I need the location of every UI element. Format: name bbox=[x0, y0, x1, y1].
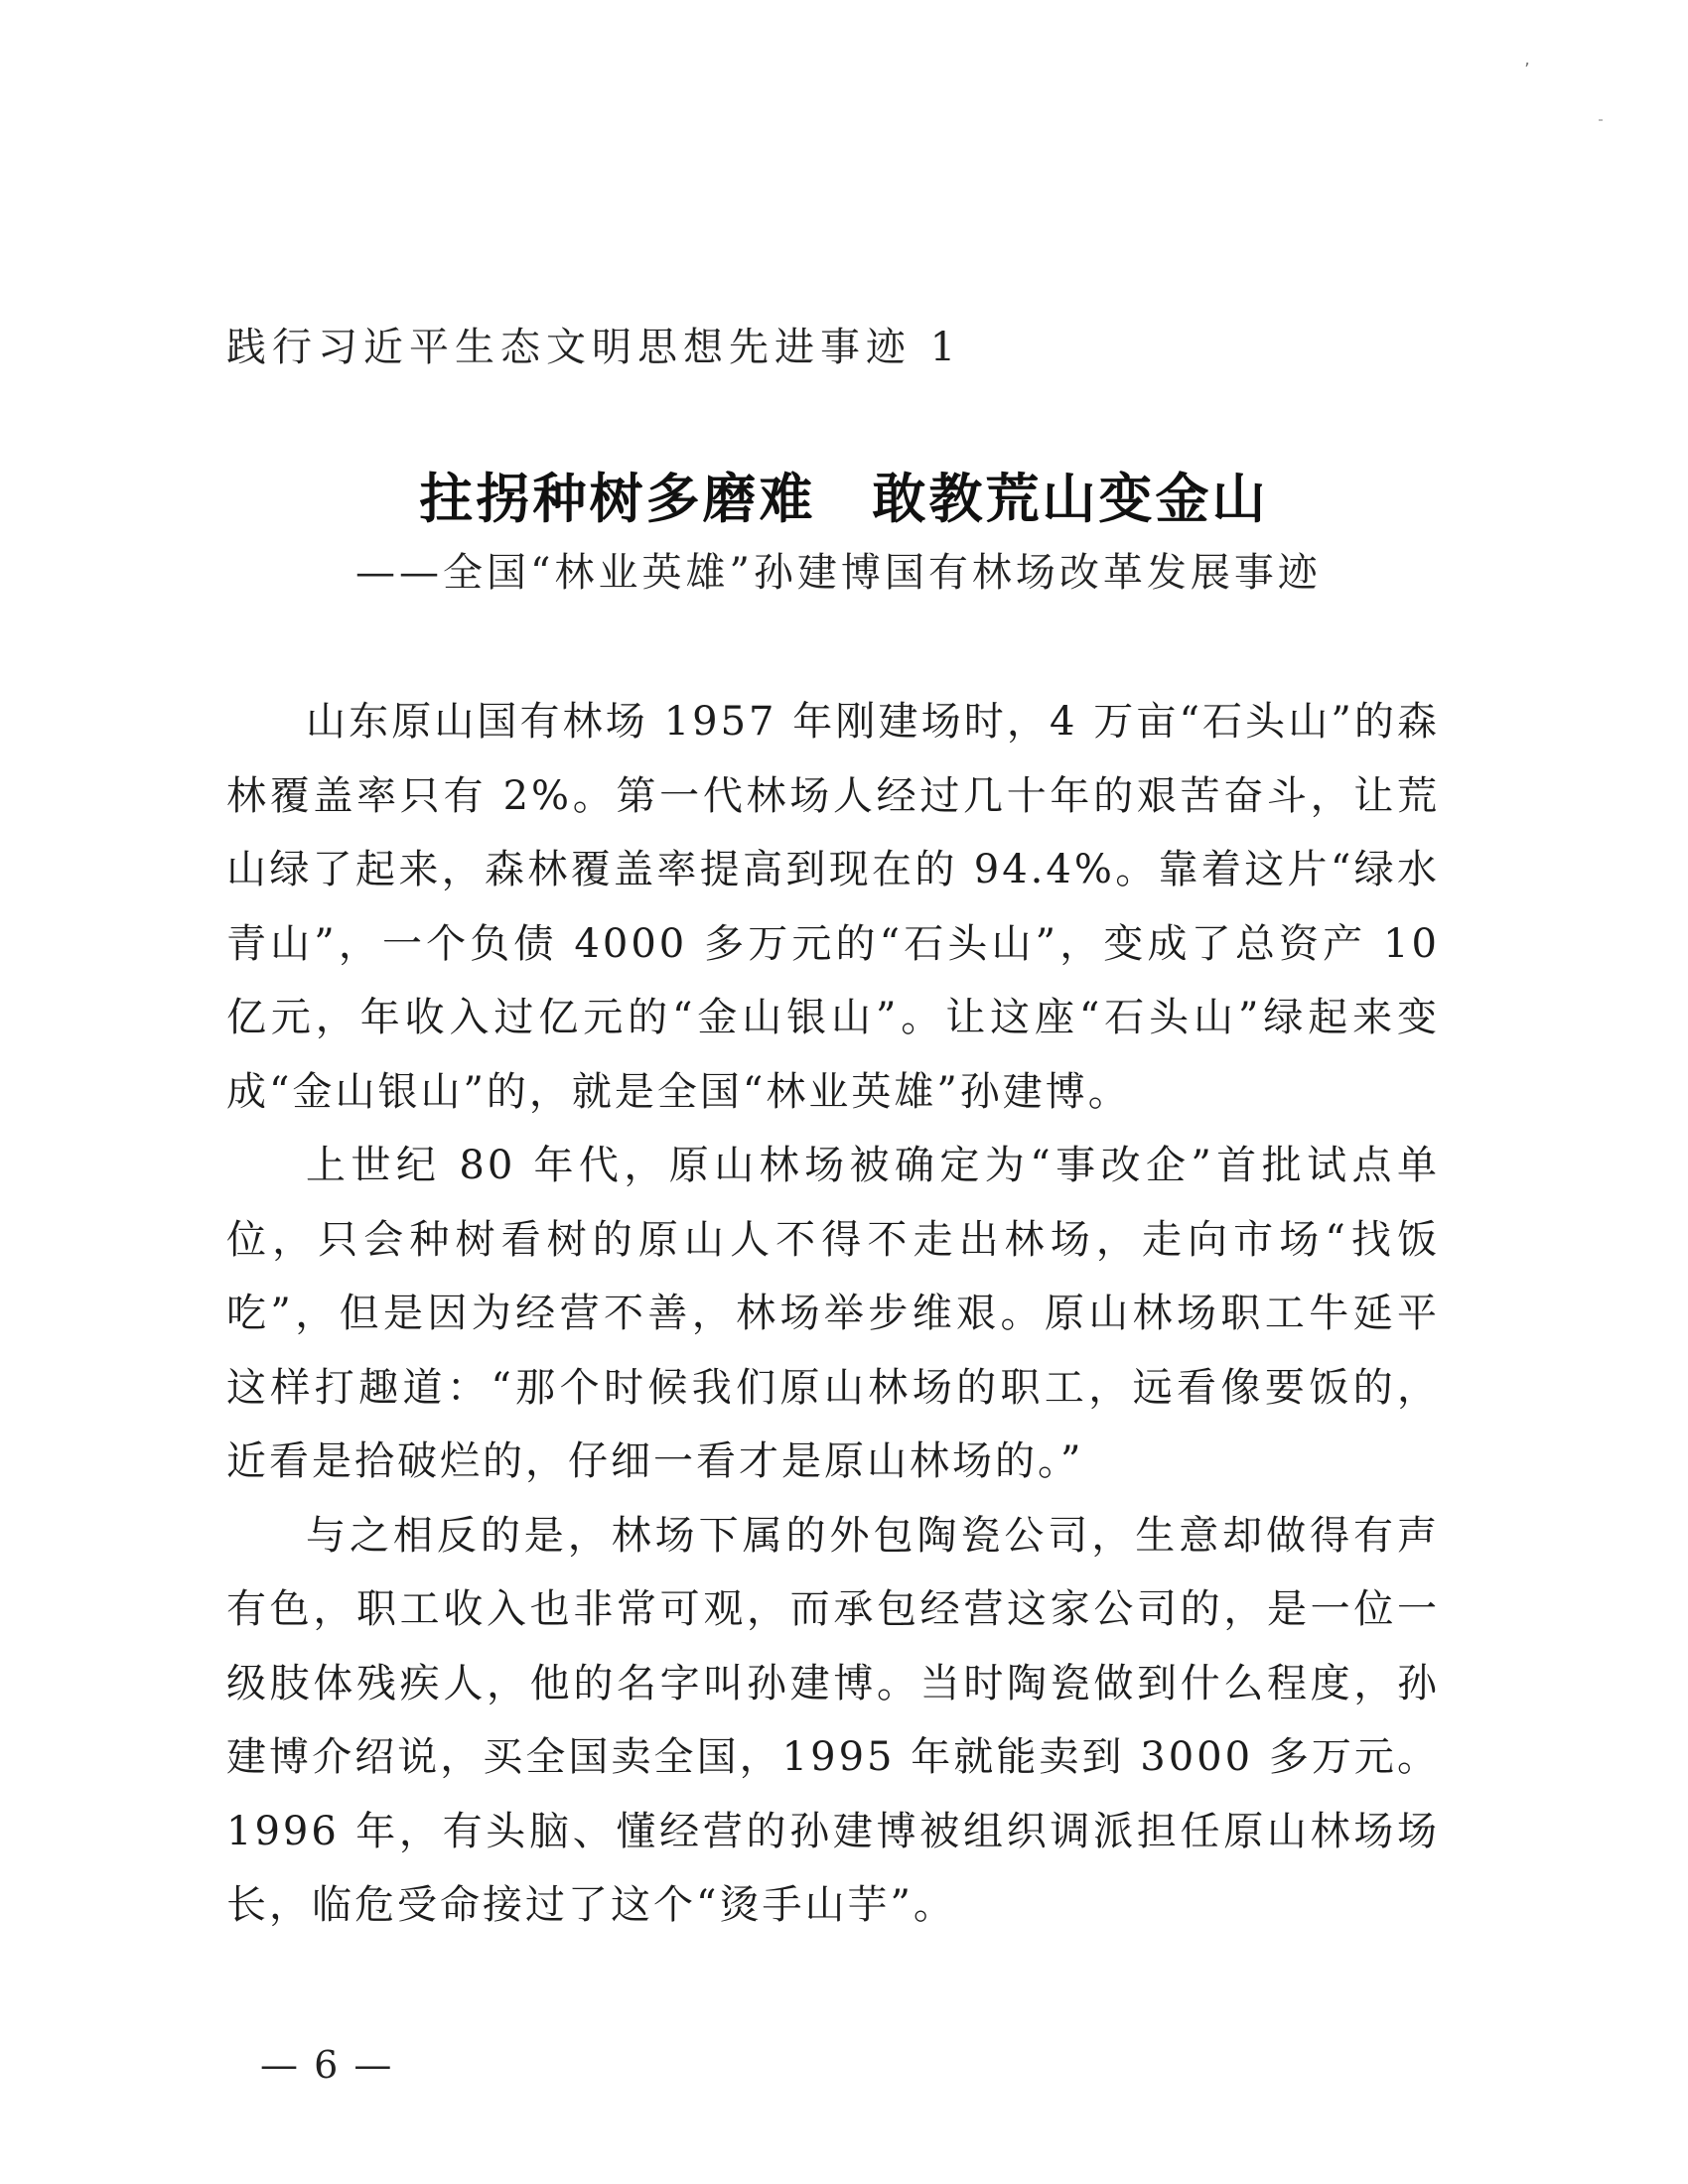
article-subtitle: ——全国“林业英雄”孙建博国有林场改革发展事迹 bbox=[355, 550, 1322, 596]
article-body bbox=[226, 685, 1440, 1943]
paragraph-1: 山东原山国有林场 1957 年刚建场时，4 万亩“石头山”的森林覆盖率只有 2%。第一代林场人经过几十年的艰苦奋斗，让荒山绿了起来，森林覆盖率提高到现在的 94.4%。靠着这片“绿水青山”，一个负债 4000 多万元的“石头山”，变成了总资产 10 亿元，年收入过亿元的“金山银山”。让这座“石头山”绿起来变成“金山银山”的，就是全国“林业英雄”孙建博。 bbox=[226, 699, 1440, 1115]
scan-artifact-mark: ’ bbox=[1524, 60, 1530, 80]
paragraph-3: 与之相反的是，林场下属的外包陶瓷公司，生意却做得有声有色，职工收入也非常可观，而承包经营这家公司的，是一位一级肢体残疾人，他的名字叫孙建博。当时陶瓷做到什么程度，孙建博介绍说，买全国卖全国，1995 年就能卖到 3000 多万元。1996 年，有头脑、懂经营的孙建博被组织调派担任原山林场场长，临危受命接过了这个“烫手山芋”。 bbox=[226, 1512, 1440, 1928]
paragraph-2: 上世纪 80 年代，原山林场被确定为“事改企”首批试点单位，只会种树看树的原山人不得不走出林场，走向市场“找饭吃”，但是因为经营不善，林场举步维艰。原山林场职工牛延平这样打趣道：“那个时候我们原山林场的职工，远看像要饭的，近看是拾破烂的，仔细一看才是原山林场的。” bbox=[226, 1143, 1440, 1484]
series-label: 践行习近平生态文明思想先进事迹 1 bbox=[226, 325, 962, 370]
article-title: 拄拐种树多磨难 敢教荒山变金山 bbox=[419, 467, 1269, 530]
page-number: — 6 — bbox=[260, 2043, 394, 2087]
scan-artifact-dot bbox=[1599, 119, 1603, 121]
